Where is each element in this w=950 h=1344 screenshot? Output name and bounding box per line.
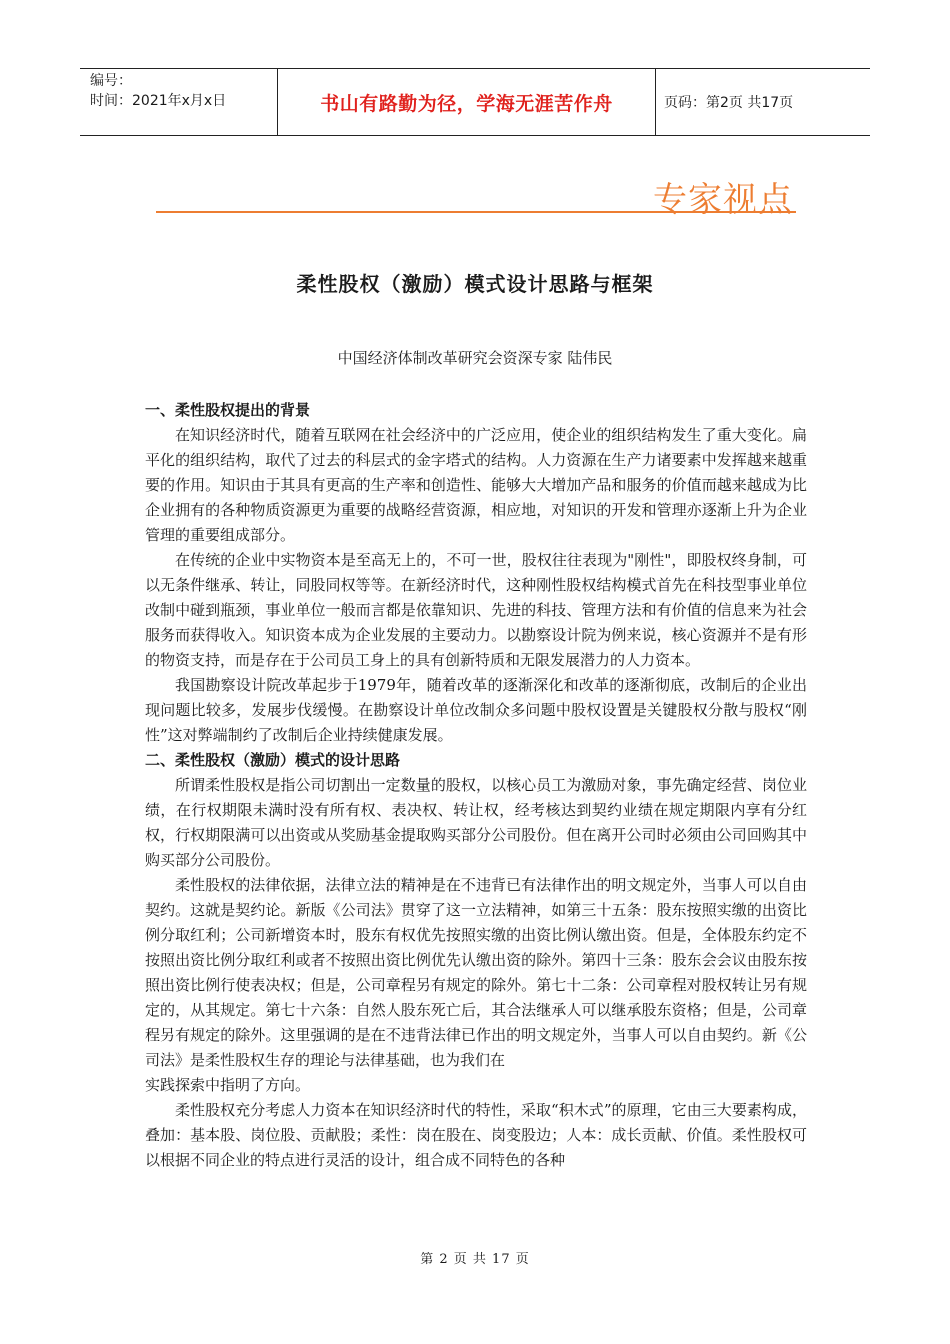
section-heading-1: 一、柔性股权提出的背景 — [145, 401, 311, 419]
paragraph: 在知识经济时代，随着互联网在社会经济中的广泛应用，使企业的组织结构发生了重大变化。扁平化的组织结构，取代了过去的科层式的金字塔式的结构。人力资源在生产力诸要素中发挥越来越重要的作用。知识由于其具有更高的生产率和创造性、能够大大增加产品和服务的价值而越来越成为比企业拥有的各种物质资源更为重要的战略经营资源，相应地，对知识的开发和管理亦逐渐上升为企业管理的重要组成部分。 — [145, 426, 807, 544]
paragraph: 所谓柔性股权是指公司切割出一定数量的股权，以核心员工为激励对象，事先确定经营、岗位业绩，在行权期限未满时没有所有权、表决权、转让权，经考核达到契约业绩在规定期限内享有分红权，行权期限满可以出资或从奖励基金提取购买部分公司股份。但在离开公司时必须由公司回购其中购买部分公司股份。 — [145, 776, 807, 869]
motto: 书山有路勤为径，学海无涯苦作舟 — [278, 69, 656, 135]
time-label: 时间：2021年x月x日 — [90, 93, 227, 109]
code-label: 编号： — [90, 73, 132, 89]
section-divider — [156, 211, 796, 213]
paragraph: 我国勘察设计院改革起步于1979年，随着改革的逐渐深化和改革的逐渐彻底，改制后的企业出现问题比较多，发展步伐缓慢。在勘察设计单位改制众多问题中股权设置是关键股权分散与股权“刚性”这对弊端制约了改制后企业持续健康发展。 — [145, 676, 807, 744]
page-title: 柔性股权（激励）模式设计思路与框架 — [296, 272, 654, 296]
page-footer: 第 2 页 共 17 页 — [420, 1252, 530, 1267]
author-line: 中国经济体制改革研究会资深专家 陆伟民 — [337, 349, 613, 367]
header-table — [80, 68, 870, 136]
paragraph: 柔性股权的法律依据，法律立法的精神是在不违背已有法律作出的明文规定外，当事人可以自由契约。这就是契约论。新版《公司法》贯穿了这一立法精神，如第三十五条：股东按照实缴的出资比例分取红利；公司新增资本时，股东有权优先按照实缴的出资比例认缴出资。但是，全体股东约定不按照出资比例分取红利或者不按照出资比例优先认缴出资的除外。第四十三条：股东会会议由股东按照出资比例行使表决权；但是，公司章程另有规定的除外。第七十二条：公司章程对股权转让另有规定的，从其规定。第七十六条：自然人股东死亡后，其合法继承人可以继承股东资格；但是，公司章程另有规定的除外。这里强调的是在不违背法律已作出的明文规定外，当事人可以自由契约。新《公司法》是柔性股权生存的理论与法律基础，也为我们在 — [145, 876, 807, 1069]
page-info: 页码：第2页 共17页 — [664, 95, 794, 111]
paragraph: 在传统的企业中实物资本是至高无上的，不可一世，股权往往表现为"刚性"，即股权终身制，可以无条件继承、转让，同股同权等等。在新经济时代，这种刚性股权结构模式首先在科技型事业单位改制中碰到瓶颈，事业单位一般而言都是依靠知识、先进的科技、管理方法和有价值的信息来为社会服务而获得收入。知识资本成为企业发展的主要动力。以勘察设计院为例来说，核心资源并不是有形的物资支持，而是存在于公司员工身上的具有创新特质和无限发展潜力的人力资本。 — [145, 551, 807, 669]
paragraph: 柔性股权充分考虑人力资本在知识经济时代的特性，采取“积木式”的原理，它由三大要素构成，叠加：基本股、岗位股、贡献股；柔性：岗在股在、岗变股边；人本：成长贡献、价值。柔性股权可以根据不同企业的特点进行灵活的设计，组合成不同特色的各种 — [145, 1101, 807, 1169]
section-tag: 专家视点 — [653, 180, 793, 220]
section-heading-2: 二、柔性股权（激励）模式的设计思路 — [145, 751, 401, 769]
paragraph-continuation: 实践探索中指明了方向。 — [145, 1076, 311, 1094]
header-meta-cell — [80, 69, 278, 135]
article-body — [145, 398, 807, 1173]
